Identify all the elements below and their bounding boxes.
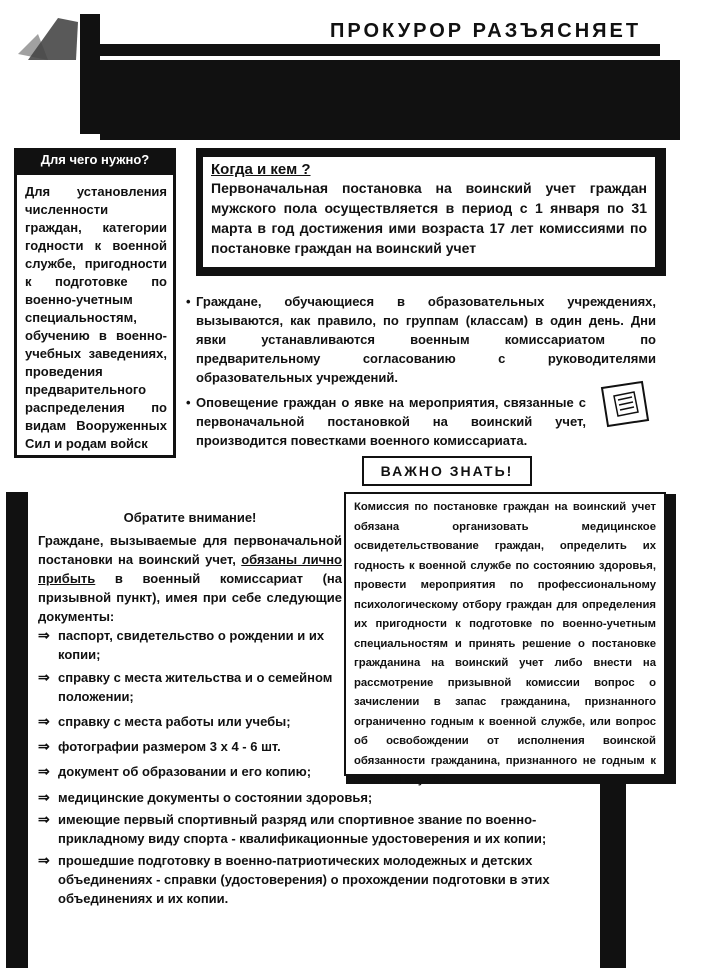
document-item	[38, 668, 342, 706]
document-item	[38, 737, 342, 756]
why-heading: Для чего нужно?	[14, 148, 176, 172]
bullet-dot-icon: •	[186, 294, 191, 309]
arrow-icon: ⇒	[38, 713, 50, 729]
top-thick-bar	[100, 60, 680, 140]
document-text: медицинские документы о состоянии здоровья;	[58, 790, 373, 805]
arrow-icon: ⇒	[38, 669, 50, 685]
important-box	[344, 492, 666, 786]
why-text: Для установления численности граждан, категории годности к военной службе, пригодности к подготовке по военно-учетным специальностям, обучению в военно-учебных заведениях, проведения предварительного распределения по видам Вооруженных Сил и родам войск	[25, 184, 167, 451]
document-text: имеющие первый спортивный разряд или спортивное звание по военно-прикладному виду спорта - квалификационные удостоверения и их копии;	[58, 812, 547, 846]
page-title: ПРОКУРОР РАЗЪЯСНЯЕТ	[330, 20, 642, 42]
arrow-icon: ⇒	[38, 852, 50, 868]
arrow-icon: ⇒	[38, 789, 50, 805]
documents-continued	[38, 788, 600, 908]
attention-intro	[38, 531, 342, 626]
document-text: фотографии размером 3 х 4 - 6 шт.	[58, 739, 281, 754]
right-vertical-bar-bottom	[600, 784, 626, 968]
left-vertical-bar-bottom	[6, 492, 28, 968]
document-text: паспорт, свидетельство о рождении и их копии;	[58, 628, 325, 662]
bullet-text: Граждане, обучающиеся в образовательных учреждениях, вызываются, как правило, по группам (классам) в один день. Дни явки устанавливаются военным комиссариатом по предварительному согласованию с руководителями образовательных учреждений.	[196, 294, 656, 385]
bullet-list	[186, 292, 656, 450]
document-item	[38, 788, 600, 807]
document-item	[38, 712, 342, 731]
when-heading: Когда и кем ?	[211, 161, 311, 178]
top-left-corner-mark	[18, 14, 80, 62]
arrow-icon: ⇒	[38, 627, 50, 643]
when-box	[200, 154, 658, 270]
top-horizontal-bar	[100, 44, 660, 56]
when-text: Первоначальная постановка на воинский учет граждан мужского пола осуществляется в период с 1 января по 31 марта в год достижения ими возраста 17 лет комиссиями по постановке граждан на воинский учет	[211, 180, 647, 256]
bullet-item	[186, 292, 656, 387]
attention-section	[38, 510, 342, 781]
document-text: документ об образовании и его копию;	[58, 764, 312, 779]
document-item	[38, 810, 600, 848]
why-box	[14, 172, 176, 458]
arrow-icon: ⇒	[38, 763, 50, 779]
bullet-text: Оповещение граждан о явке на мероприятия, связанные с первоначальной постановкой на воинский учет, производится повестками военного комиссариата.	[196, 395, 586, 448]
arrow-icon: ⇒	[38, 811, 50, 827]
bullet-dot-icon: •	[186, 395, 191, 410]
important-heading-box	[362, 456, 532, 486]
important-text: Комиссия по постановке граждан на воинский учет обязана организовать медицинское освидетельствование граждан, определить их годность к военной службе по состоянию здоровья, провести мероприятия по профессиональному психологическому отбору граждан для определения их пригодности к подготовке по военно-учетным специальностям и принять решение о постановке гражданина на воинский учет либо внести на рассмотрение призывной комиссии вопрос о зачислении в запас гражданина, признанного ограниченно годным к военной службе, или вопрос об освобождении от исполнения воинской обязанности гражданина, признанного не годным к военной службе.	[354, 501, 656, 786]
document-text: справку с места работы или учебы;	[58, 714, 291, 729]
arrow-icon: ⇒	[38, 738, 50, 754]
document-item	[38, 851, 600, 908]
attention-heading: Обратите внимание!	[123, 510, 257, 525]
document-text: справку с места жительства и о семейном положении;	[58, 670, 333, 704]
left-vertical-bar-top	[80, 14, 100, 134]
document-text: прошедшие подготовку в военно-патриотических молодежных и детских объединениях - справки (удостоверения) о прохождении подготовки в этих объединениях и их копии.	[58, 853, 550, 906]
envelope-icon	[596, 380, 652, 435]
top-bar-gap	[100, 56, 660, 60]
attention-intro-b: в военный комиссариат (на призывной пункт), имея при себе следующие документы:	[38, 571, 342, 624]
attention-intro-a: Граждане, вызываемые для первоначальной постановки на воинский учет,	[38, 533, 342, 567]
document-item	[38, 762, 342, 781]
bullet-item	[186, 393, 586, 450]
scan-corner-graphic	[18, 14, 80, 62]
document-item	[38, 626, 342, 664]
attention-intro-emph: обязаны лично прибыть	[38, 552, 342, 586]
important-heading: ВАЖНО ЗНАТЬ!	[380, 463, 514, 479]
